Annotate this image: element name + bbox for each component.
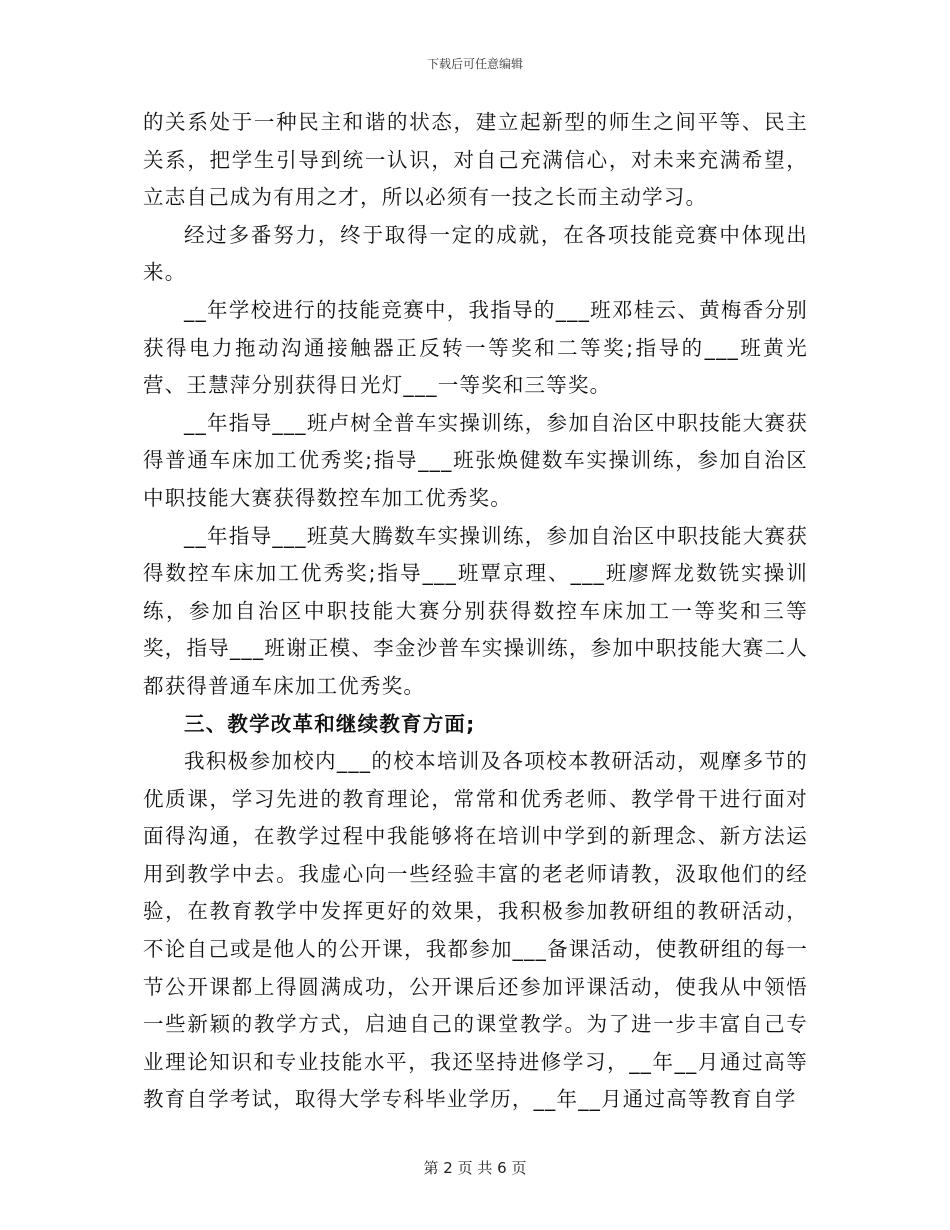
paragraph-regional-competition-2: __年指导___班莫大腾数车实操训练，参加自治区中职技能大赛获得数控车床加工优秀奖;指导___班覃京理、___班廖辉龙数铣实操训练，参加自治区中职技能大赛分别获得数控车床加工一等奖和三等奖，指导___班谢正模、李金沙普车实操训练，参加中职技能大赛二人都获得普通车床加工优秀奖。 <box>143 523 808 698</box>
document-body <box>143 104 808 1119</box>
paragraph-continuation: 的关系处于一种民主和谐的状态，建立起新型的师生之间平等、民主关系，把学生引导到统一认识，对自己充满信心，对未来充满希望，立志自己成为有用之才，所以必须有一技之长而主动学习。 <box>143 110 808 210</box>
page-header: 下载后可任意编辑 <box>426 57 523 71</box>
paragraph-achievements-intro: 经过多番努力，终于取得一定的成就，在各项技能竞赛中体现出来。 <box>143 222 808 285</box>
paragraph-teaching-reform: 我积极参加校内___的校本培训及各项校本教研活动，观摩多节的优质课，学习先进的教育理论，常常和优秀老师、教学骨干进行面对面得沟通，在教学过程中我能够将在培训中学到的新理念、新方法运用到教学中去。我虚心向一些经验丰富的老老师请教，汲取他们的经验，在教育教学中发挥更好的效果，我积极参加教研组的教研活动，不论自己或是他人的公开课，我都参加___备课活动，使教研组的每一节公开课都上得圆满成功，公开课后还参加评课活动，使我从中领悟一些新颖的教学方式，启迪自己的课堂教学。为了进一步丰富自己专业理论知识和专业技能水平，我还坚持进修学习，__年__月通过高等教育自学考试，取得大学专科毕业学历，__年__月通过高等教育自学 <box>143 749 808 1112</box>
section-heading: 三、教学改革和继续教育方面; <box>184 711 476 736</box>
paragraph-school-competition: __年学校进行的技能竞赛中，我指导的___班邓桂云、黄梅香分别获得电力拖动沟通接触器正反转一等奖和二等奖;指导的___班黄光营、王慧萍分别获得日光灯___一等奖和三等奖。 <box>143 297 808 398</box>
paragraph-regional-competition-1: __年指导___班卢树全普车实操训练，参加自治区中职技能大赛获得普通车床加工优秀奖;指导___班张焕健数车实操训练，参加自治区中职技能大赛获得数控车加工优秀奖。 <box>143 410 808 510</box>
page-number: 第 2 页 共 6 页 <box>423 1159 527 1177</box>
